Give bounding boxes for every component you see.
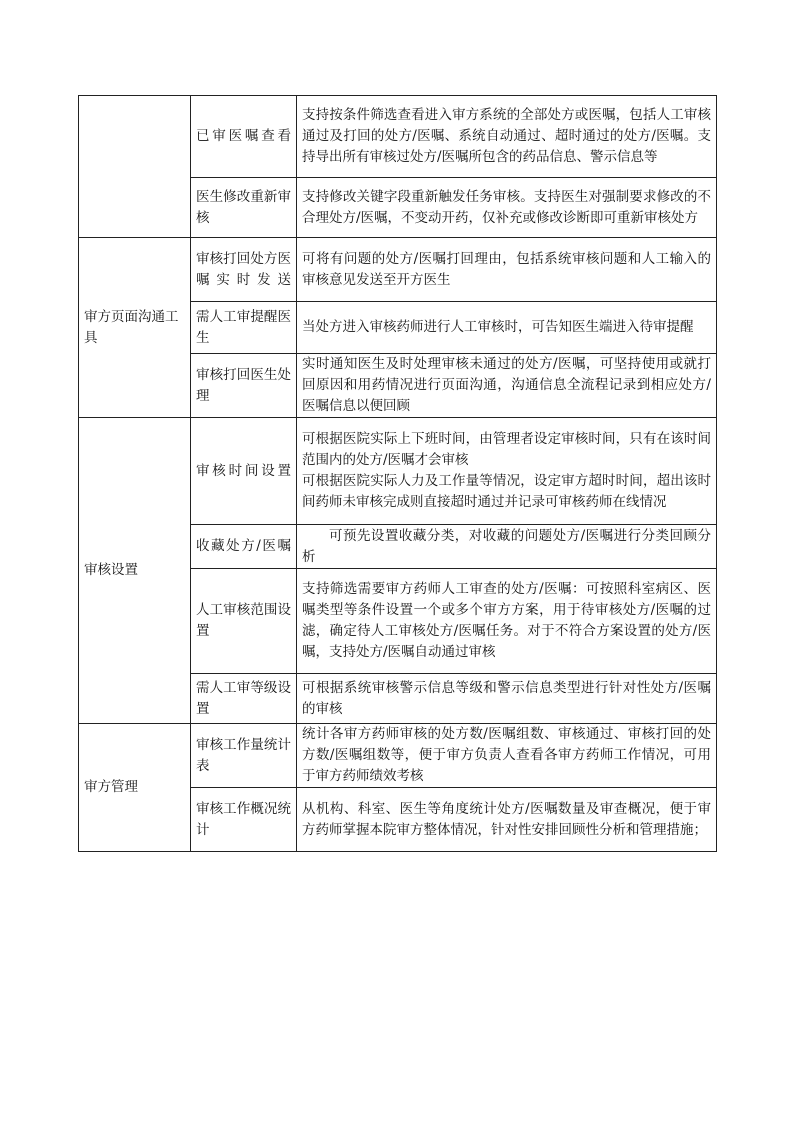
description-text: 可根据医院实际人力及工作量等情况，设定审方超时时间，超出该时间药师未审核完成则直接超时通过并记录可审核药师在线情况 <box>302 473 711 510</box>
category-cell: 审核设置 <box>79 418 191 724</box>
feature-cell: 医生修改重新审核 <box>191 178 297 238</box>
description-cell <box>297 418 717 525</box>
description-cell <box>297 788 717 852</box>
feature-cell: 审核打回处方医嘱实时发送 <box>191 238 297 302</box>
feature-spec-table <box>78 95 717 852</box>
feature-cell: 收藏处方/医嘱 <box>191 525 297 569</box>
description-cell <box>297 674 717 724</box>
description-cell <box>297 96 717 178</box>
description-cell <box>297 302 717 354</box>
table-row <box>79 96 717 178</box>
description-text: 可预先设置收藏分类，对收藏的问题处方/医嘱进行分类回顾分析 <box>302 527 711 565</box>
description-cell <box>297 569 717 674</box>
feature-cell: 需人工审等级设置 <box>191 674 297 724</box>
feature-cell: 审核时间设置 <box>191 418 297 525</box>
category-cell: 审方页面沟通工具 <box>79 238 191 418</box>
description-cell <box>297 724 717 788</box>
feature-cell: 需人工审提醒医生 <box>191 302 297 354</box>
description-text: 可根据医院实际上下班时间，由管理者设定审核时间，只有在该时间范围内的处方/医嘱才会审核 <box>302 431 711 468</box>
feature-cell: 审核打回医生处理 <box>191 354 297 418</box>
description-text: 实时通知医生及时处理审核未通过的处方/医嘱，可坚持使用或就打回原因和用药情况进行页面沟通，沟通信息全流程记录到相应处方/医嘱信息以便回顾 <box>302 356 711 414</box>
description-cell <box>297 354 717 418</box>
feature-cell: 人工审核范围设置 <box>191 569 297 674</box>
description-cell <box>297 178 717 238</box>
description-text: 可将有问题的处方/医嘱打回理由，包括系统审核问题和人工输入的审核意见发送至开方医生 <box>302 250 711 288</box>
description-cell <box>297 525 717 569</box>
category-cell: 审方管理 <box>79 724 191 852</box>
description-text: 从机构、科室、医生等角度统计处方/医嘱数量及审查概况，便于审方药师掌握本院审方整体情况，针对性安排回顾性分析和管理措施； <box>302 800 711 838</box>
description-cell <box>297 238 717 302</box>
table-row <box>79 238 717 302</box>
description-text: 支持筛选需要审方药师人工审查的处方/医嘱：可按照科室病区、医嘱类型等条件设置一个或多个审方方案，用于待审核处方/医嘱的过滤，确定待人工审核处方/医嘱任务。对于不符合方案设置的处方/医嘱，支持处方/医嘱自动通过审核 <box>302 581 711 660</box>
description-text: 当处方进入审核药师进行人工审核时，可告知医生端进入待审提醒 <box>302 319 694 335</box>
description-text: 支持修改关键字段重新触发任务审核。支持医生对强制要求修改的不合理处方/医嘱，不变动开药，仅补充或修改诊断即可重新审核处方 <box>302 188 711 226</box>
description-text: 可根据系统审核警示信息等级和警示信息类型进行针对性处方/医嘱的审核 <box>302 679 711 717</box>
description-text: 支持按条件筛选查看进入审方系统的全部处方或医嘱，包括人工审核通过及打回的处方/医嘱、系统自动通过、超时通过的处方/医嘱。支持导出所有审核过处方/医嘱所包含的药品信息、警示信息等 <box>302 107 711 165</box>
feature-cell: 已审医嘱查看 <box>191 96 297 178</box>
feature-cell: 审核工作量统计表 <box>191 724 297 788</box>
feature-cell: 审核工作概况统计 <box>191 788 297 852</box>
table-row <box>79 418 717 525</box>
description-text: 统计各审方药师审核的处方数/医嘱组数、审核通过、审核打回的处方数/医嘱组数等，便于审方负责人查看各审方药师工作情况，可用于审方药师绩效考核 <box>302 726 711 784</box>
category-cell <box>79 96 191 238</box>
table-row <box>79 724 717 788</box>
